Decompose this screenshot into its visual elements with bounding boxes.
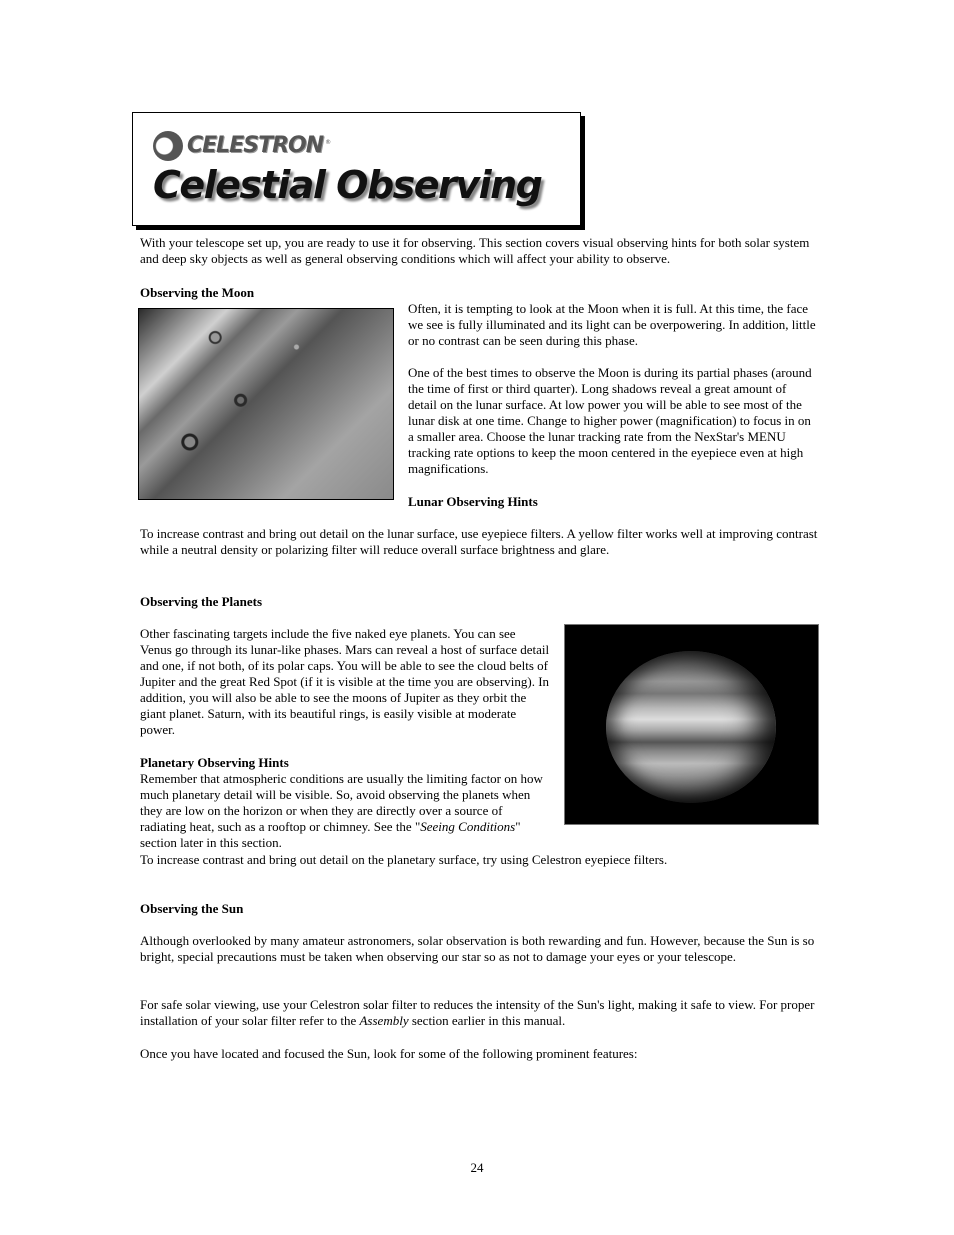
planetary-hints-paragraph: Remember that atmospheric conditions are usually the limiting factor on how much planetary detail will be visible. So, avoid observing the planets when they are low on the horizon or when they are directly over a source of radiating heat, such as a rooftop or chimney. See the "Seeing Conditions" section later in this section. [140,771,543,850]
lunar-hints-heading: Lunar Observing Hints [408,494,538,509]
jupiter-photo [564,624,819,825]
jupiter-disk [606,651,776,803]
brand-name: CELESTRON [187,133,324,158]
intro-paragraph: With your telescope set up, you are ready to use it for observing. This section covers visual observing hints for both solar system and deep sky objects as well as general observing conditions which will affect your ability to observe. [140,235,810,266]
planets-heading: Observing the Planets [140,594,263,609]
page-number: 24 [470,1160,484,1175]
moon-heading: Observing the Moon [140,285,255,300]
moon-paragraph-2: One of the best times to observe the Moon is during its partial phases (around the time of first or third quarter). Long shadows reveal a great amount of detail on the lunar surface. At low power you will be able to see most of the lunar disk at one time. Change to higher power (magnification) to focus in on a smaller area. Choose the lunar tracking rate from the NexStar's MENU tracking rate options to keep the moon centered in the eyepiece even at high magnifications. [408,365,812,476]
planets-paragraph: Other fascinating targets include the five naked eye planets. You can see Venus go through its lunar-like phases. Mars can reveal a host of surface detail and one, if not both, of its polar caps. You will be able to see the cloud belts of Jupiter and the great Red Spot (if it is visible at the time you are observing). In addition, you will also be able to see the moons of Jupiter as they orbit the giant planet. Saturn, with its beautiful rings, is easily visible at moderate power. [140,626,550,737]
celestron-logo [153,129,331,163]
assembly-ref: Assembly [359,1013,409,1028]
moon-paragraph-1: Often, it is tempting to look at the Moon when it is full. At this time, the face we see is fully illuminated and its light can be overpowering. In addition, little or no contrast can be seen during this phase. [408,301,816,348]
brand-trademark: ® [325,139,332,146]
lunar-hints-paragraph: To increase contrast and bring out detail on the lunar surface, use eyepiece filters. A yellow filter works well at improving contrast while a neutral density or polarizing filter will reduce overall surface brightness and glare. [140,526,818,557]
sun-paragraph-2: For safe solar viewing, use your Celestron solar filter to reduces the intensity of the Sun's light, making it safe to view. For proper installation of your solar filter refer to the Assembly section earlier in this manual. [140,997,815,1028]
sun-paragraph-1: Although overlooked by many amateur astronomers, solar observation is both rewarding and fun. However, because the Sun is so bright, special precautions must be taken when observing our star so as not to damage your eyes or your telescope. [140,933,815,964]
header-banner [132,112,581,226]
seeing-conditions-ref: Seeing Conditions [420,819,516,834]
planetary-filter-paragraph: To increase contrast and bring out detail on the planetary surface, try using Celestron eyepiece filters. [140,852,668,867]
moon-photo [138,308,394,500]
planetary-hints-heading: Planetary Observing Hints [140,755,289,770]
page-title: Celestial Observing [153,163,542,207]
sun-heading: Observing the Sun [140,901,244,916]
sun-paragraph-3: Once you have located and focused the Sun, look for some of the following prominent features: [140,1046,638,1061]
celestron-logo-icon [153,131,183,161]
